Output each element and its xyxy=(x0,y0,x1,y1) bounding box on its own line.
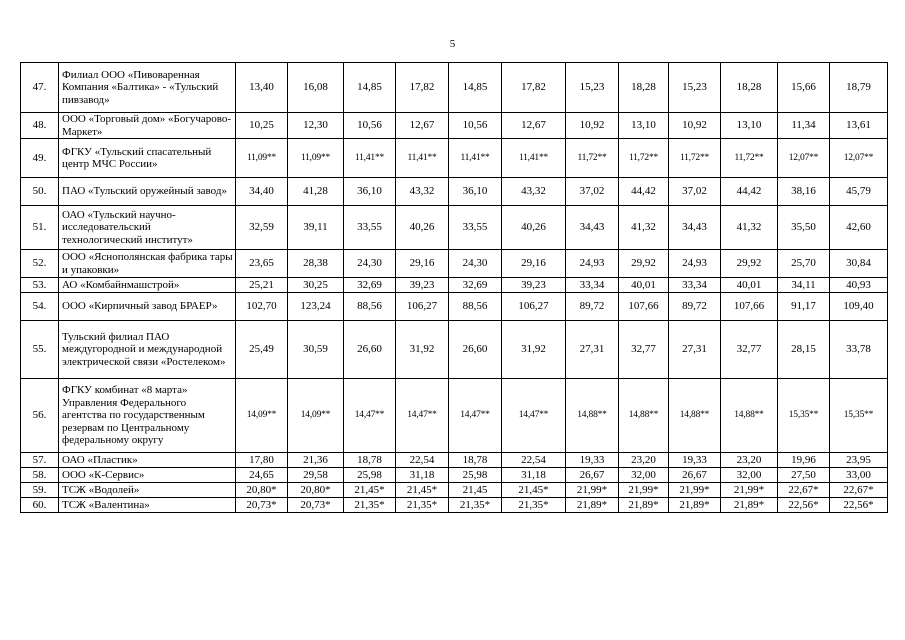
tariff-value: 21,45* xyxy=(344,483,396,498)
tariff-value: 23,20 xyxy=(619,453,669,468)
tariff-value: 24,30 xyxy=(344,250,396,278)
tariff-value: 10,56 xyxy=(344,113,396,139)
tariff-value: 32,77 xyxy=(619,321,669,379)
tariff-value: 123,24 xyxy=(288,293,344,321)
organization-name: ФГКУ «Тульский спасательный центр МЧС России» xyxy=(59,139,236,178)
tariff-value: 13,61 xyxy=(830,113,888,139)
tariff-value: 13,10 xyxy=(721,113,778,139)
tariff-value: 34,43 xyxy=(566,206,619,250)
tariff-value: 14,88** xyxy=(619,379,669,453)
organization-name: ООО «К-Сервис» xyxy=(59,468,236,483)
tariff-value: 40,26 xyxy=(396,206,449,250)
tariff-value: 40,01 xyxy=(619,278,669,293)
tariff-value: 16,08 xyxy=(288,63,344,113)
tariff-value: 31,92 xyxy=(396,321,449,379)
tariff-value: 21,45* xyxy=(502,483,566,498)
tariff-value: 25,70 xyxy=(778,250,830,278)
row-number: 60. xyxy=(21,498,59,513)
tariff-value: 34,43 xyxy=(669,206,721,250)
tariff-value: 32,00 xyxy=(619,468,669,483)
tariff-value: 109,40 xyxy=(830,293,888,321)
tariff-value: 26,67 xyxy=(566,468,619,483)
tariff-value: 11,09** xyxy=(288,139,344,178)
organization-name: ОАО «Тульский научно-исследовательский технологический институт» xyxy=(59,206,236,250)
tariff-value: 27,31 xyxy=(669,321,721,379)
tariff-value: 14,85 xyxy=(449,63,502,113)
tariff-value: 15,23 xyxy=(566,63,619,113)
tariff-value: 14,88** xyxy=(669,379,721,453)
tariff-value: 36,10 xyxy=(449,178,502,206)
tariff-value: 102,70 xyxy=(236,293,288,321)
tariff-value: 22,56* xyxy=(830,498,888,513)
tariff-value: 39,11 xyxy=(288,206,344,250)
tariff-value: 18,28 xyxy=(721,63,778,113)
tariff-value: 21,99* xyxy=(619,483,669,498)
table-row xyxy=(21,250,888,278)
tariff-value: 14,85 xyxy=(344,63,396,113)
tariff-table xyxy=(20,62,888,513)
table-row xyxy=(21,63,888,113)
row-number: 54. xyxy=(21,293,59,321)
tariff-value: 17,80 xyxy=(236,453,288,468)
tariff-value: 21,35* xyxy=(502,498,566,513)
tariff-value: 12,07** xyxy=(778,139,830,178)
tariff-value: 23,20 xyxy=(721,453,778,468)
tariff-value: 44,42 xyxy=(619,178,669,206)
tariff-value: 11,41** xyxy=(502,139,566,178)
tariff-value: 23,65 xyxy=(236,250,288,278)
tariff-value: 32,00 xyxy=(721,468,778,483)
tariff-value: 25,21 xyxy=(236,278,288,293)
row-number: 56. xyxy=(21,379,59,453)
tariff-value: 21,45* xyxy=(396,483,449,498)
tariff-value: 21,99* xyxy=(566,483,619,498)
table-row xyxy=(21,453,888,468)
tariff-value: 34,40 xyxy=(236,178,288,206)
row-number: 49. xyxy=(21,139,59,178)
tariff-value: 36,10 xyxy=(344,178,396,206)
tariff-value: 21,35* xyxy=(449,498,502,513)
organization-name: ФГКУ комбинат «8 марта» Управления Федерального агентства по государственным резервам по Центральному федеральному округу xyxy=(59,379,236,453)
tariff-value: 19,33 xyxy=(669,453,721,468)
row-number: 58. xyxy=(21,468,59,483)
tariff-value: 37,02 xyxy=(669,178,721,206)
tariff-value: 21,36 xyxy=(288,453,344,468)
table-row xyxy=(21,206,888,250)
tariff-value: 22,67* xyxy=(830,483,888,498)
tariff-value: 10,92 xyxy=(566,113,619,139)
tariff-value: 17,82 xyxy=(502,63,566,113)
tariff-value: 28,15 xyxy=(778,321,830,379)
tariff-value: 29,92 xyxy=(619,250,669,278)
tariff-value: 27,31 xyxy=(566,321,619,379)
tariff-value: 14,47** xyxy=(449,379,502,453)
tariff-value: 33,34 xyxy=(669,278,721,293)
tariff-value: 30,59 xyxy=(288,321,344,379)
tariff-value: 29,16 xyxy=(502,250,566,278)
tariff-value: 21,89* xyxy=(566,498,619,513)
tariff-value: 14,47** xyxy=(396,379,449,453)
tariff-value: 11,41** xyxy=(344,139,396,178)
table-body xyxy=(21,63,888,513)
tariff-value: 37,02 xyxy=(566,178,619,206)
organization-name: ТСЖ «Водолей» xyxy=(59,483,236,498)
tariff-value: 22,54 xyxy=(502,453,566,468)
tariff-value: 20,73* xyxy=(236,498,288,513)
table-row xyxy=(21,321,888,379)
table-row xyxy=(21,498,888,513)
organization-name: ООО «Яснополянская фабрика тары и упаковки» xyxy=(59,250,236,278)
tariff-value: 12,30 xyxy=(288,113,344,139)
tariff-value: 12,07** xyxy=(830,139,888,178)
tariff-value: 21,89* xyxy=(721,498,778,513)
tariff-value: 88,56 xyxy=(449,293,502,321)
tariff-value: 11,72** xyxy=(619,139,669,178)
tariff-value: 34,11 xyxy=(778,278,830,293)
tariff-value: 19,33 xyxy=(566,453,619,468)
row-number: 48. xyxy=(21,113,59,139)
tariff-value: 107,66 xyxy=(721,293,778,321)
tariff-value: 29,58 xyxy=(288,468,344,483)
tariff-value: 106,27 xyxy=(502,293,566,321)
table-row xyxy=(21,293,888,321)
row-number: 53. xyxy=(21,278,59,293)
organization-name: ООО «Торговый дом» «Богучарово-Маркет» xyxy=(59,113,236,139)
tariff-value: 15,35** xyxy=(778,379,830,453)
organization-name: ПАО «Тульский оружейный завод» xyxy=(59,178,236,206)
tariff-value: 33,00 xyxy=(830,468,888,483)
tariff-value: 14,47** xyxy=(344,379,396,453)
tariff-value: 38,16 xyxy=(778,178,830,206)
tariff-value: 32,59 xyxy=(236,206,288,250)
tariff-value: 10,92 xyxy=(669,113,721,139)
tariff-value: 21,35* xyxy=(396,498,449,513)
tariff-value: 27,50 xyxy=(778,468,830,483)
tariff-value: 45,79 xyxy=(830,178,888,206)
tariff-value: 106,27 xyxy=(396,293,449,321)
table-row xyxy=(21,468,888,483)
tariff-value: 40,26 xyxy=(502,206,566,250)
tariff-value: 19,96 xyxy=(778,453,830,468)
tariff-value: 11,41** xyxy=(449,139,502,178)
tariff-value: 30,25 xyxy=(288,278,344,293)
tariff-value: 25,98 xyxy=(344,468,396,483)
tariff-value: 12,67 xyxy=(502,113,566,139)
tariff-value: 28,38 xyxy=(288,250,344,278)
tariff-value: 11,72** xyxy=(721,139,778,178)
tariff-value: 41,32 xyxy=(619,206,669,250)
tariff-value: 21,99* xyxy=(669,483,721,498)
tariff-value: 43,32 xyxy=(396,178,449,206)
organization-name: Тульский филиал ПАО междугородной и международной электрической связи «Ростелеком» xyxy=(59,321,236,379)
tariff-value: 14,88** xyxy=(721,379,778,453)
tariff-value: 26,60 xyxy=(344,321,396,379)
tariff-value: 11,72** xyxy=(669,139,721,178)
tariff-value: 14,09** xyxy=(288,379,344,453)
tariff-value: 89,72 xyxy=(669,293,721,321)
tariff-value: 25,98 xyxy=(449,468,502,483)
tariff-value: 32,69 xyxy=(344,278,396,293)
organization-name: ОАО «Пластик» xyxy=(59,453,236,468)
table-row xyxy=(21,483,888,498)
organization-name: ООО «Кирпичный завод БРАЕР» xyxy=(59,293,236,321)
tariff-value: 21,45 xyxy=(449,483,502,498)
tariff-value: 26,67 xyxy=(669,468,721,483)
tariff-value: 15,23 xyxy=(669,63,721,113)
tariff-value: 32,77 xyxy=(721,321,778,379)
tariff-value: 91,17 xyxy=(778,293,830,321)
tariff-value: 20,73* xyxy=(288,498,344,513)
page-number: 5 xyxy=(449,38,456,50)
table-row xyxy=(21,178,888,206)
organization-name: Филиал ООО «Пивоваренная Компания «Балтика» - «Тульский пивзавод» xyxy=(59,63,236,113)
tariff-value: 11,34 xyxy=(778,113,830,139)
row-number: 51. xyxy=(21,206,59,250)
tariff-value: 24,65 xyxy=(236,468,288,483)
tariff-value: 33,78 xyxy=(830,321,888,379)
tariff-value: 40,01 xyxy=(721,278,778,293)
tariff-value: 33,55 xyxy=(449,206,502,250)
tariff-value: 29,92 xyxy=(721,250,778,278)
tariff-value: 41,32 xyxy=(721,206,778,250)
tariff-value: 29,16 xyxy=(396,250,449,278)
row-number: 47. xyxy=(21,63,59,113)
tariff-value: 22,56* xyxy=(778,498,830,513)
tariff-value: 18,78 xyxy=(449,453,502,468)
tariff-value: 39,23 xyxy=(502,278,566,293)
tariff-value: 21,99* xyxy=(721,483,778,498)
row-number: 55. xyxy=(21,321,59,379)
tariff-value: 25,49 xyxy=(236,321,288,379)
tariff-value: 18,28 xyxy=(619,63,669,113)
tariff-value: 20,80* xyxy=(236,483,288,498)
tariff-value: 30,84 xyxy=(830,250,888,278)
tariff-value: 44,42 xyxy=(721,178,778,206)
tariff-value: 17,82 xyxy=(396,63,449,113)
tariff-value: 43,32 xyxy=(502,178,566,206)
tariff-value: 26,60 xyxy=(449,321,502,379)
tariff-value: 31,18 xyxy=(502,468,566,483)
tariff-value: 39,23 xyxy=(396,278,449,293)
tariff-value: 15,66 xyxy=(778,63,830,113)
tariff-value: 14,09** xyxy=(236,379,288,453)
tariff-value: 24,93 xyxy=(669,250,721,278)
tariff-value: 20,80* xyxy=(288,483,344,498)
table-row xyxy=(21,113,888,139)
row-number: 50. xyxy=(21,178,59,206)
tariff-value: 21,89* xyxy=(619,498,669,513)
tariff-value: 31,18 xyxy=(396,468,449,483)
tariff-value: 35,50 xyxy=(778,206,830,250)
tariff-value: 88,56 xyxy=(344,293,396,321)
tariff-value: 11,72** xyxy=(566,139,619,178)
tariff-value: 10,56 xyxy=(449,113,502,139)
table-row xyxy=(21,139,888,178)
tariff-value: 33,34 xyxy=(566,278,619,293)
tariff-value: 21,89* xyxy=(669,498,721,513)
table-row xyxy=(21,278,888,293)
organization-name: ТСЖ «Валентина» xyxy=(59,498,236,513)
row-number: 52. xyxy=(21,250,59,278)
tariff-value: 31,92 xyxy=(502,321,566,379)
tariff-value: 14,88** xyxy=(566,379,619,453)
tariff-value: 21,35* xyxy=(344,498,396,513)
tariff-value: 22,54 xyxy=(396,453,449,468)
tariff-value: 24,30 xyxy=(449,250,502,278)
tariff-value: 13,10 xyxy=(619,113,669,139)
tariff-value: 33,55 xyxy=(344,206,396,250)
tariff-value: 18,78 xyxy=(344,453,396,468)
tariff-value: 42,60 xyxy=(830,206,888,250)
tariff-value: 11,41** xyxy=(396,139,449,178)
row-number: 59. xyxy=(21,483,59,498)
tariff-value: 23,95 xyxy=(830,453,888,468)
row-number: 57. xyxy=(21,453,59,468)
tariff-value: 24,93 xyxy=(566,250,619,278)
tariff-value: 13,40 xyxy=(236,63,288,113)
tariff-value: 14,47** xyxy=(502,379,566,453)
tariff-value: 10,25 xyxy=(236,113,288,139)
tariff-value: 40,93 xyxy=(830,278,888,293)
tariff-value: 107,66 xyxy=(619,293,669,321)
tariff-value: 11,09** xyxy=(236,139,288,178)
tariff-value: 32,69 xyxy=(449,278,502,293)
tariff-value: 41,28 xyxy=(288,178,344,206)
organization-name: АО «Комбайнмашстрой» xyxy=(59,278,236,293)
tariff-value: 22,67* xyxy=(778,483,830,498)
tariff-value: 12,67 xyxy=(396,113,449,139)
tariff-value: 15,35** xyxy=(830,379,888,453)
tariff-value: 89,72 xyxy=(566,293,619,321)
tariff-value: 18,79 xyxy=(830,63,888,113)
table-row xyxy=(21,379,888,453)
